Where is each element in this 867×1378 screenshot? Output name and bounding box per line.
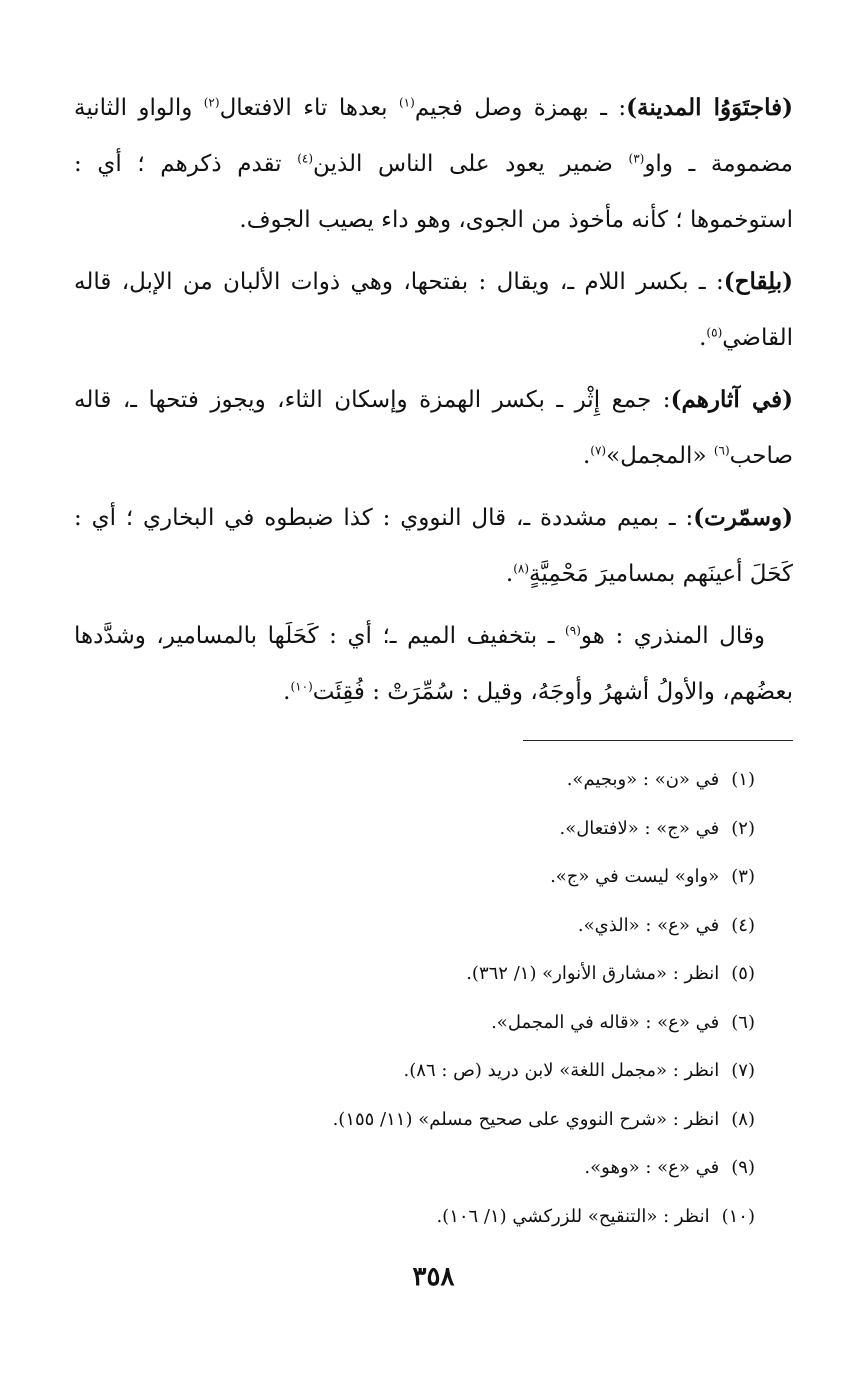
footnote <box>74 756 755 805</box>
footnote-text: في «ع» : «قاله في المجمل». <box>491 1011 720 1033</box>
lemma: (في آثارهم) <box>670 386 794 413</box>
text: وقال المنذري : هو <box>580 623 765 649</box>
footnote-ref[interactable]: (٣) <box>628 151 645 166</box>
footnote-number: (٤) <box>731 914 755 936</box>
footnote <box>74 1047 755 1096</box>
footnote <box>74 999 755 1048</box>
footnote-ref[interactable]: (٢) <box>203 95 220 110</box>
footnote-text: انظر : «التنقيح» للزركشي (١/ ١٠٦). <box>436 1205 710 1227</box>
text: . <box>582 443 591 469</box>
footnote <box>74 853 755 902</box>
footnote-ref[interactable]: (١٠) <box>290 679 313 694</box>
paragraph-5 <box>74 608 793 720</box>
lemma: (وسمّرت) <box>693 504 793 531</box>
footnote-number: (٨) <box>731 1108 755 1130</box>
text: ضمير يعود على الناس الذين <box>313 151 629 177</box>
footnote-number: (٦) <box>731 1011 755 1033</box>
text: . <box>699 325 707 351</box>
footnote-number: (٧) <box>731 1060 755 1081</box>
footnote <box>74 1144 755 1193</box>
paragraph-2 <box>74 254 793 366</box>
footnote-text: انظر : «شرح النووي على صحيح مسلم» (١١/ ١٥٥). <box>332 1108 720 1130</box>
footnote-text: في «ع» : «وهو». <box>584 1157 720 1178</box>
footnote <box>74 805 755 854</box>
footnote-number: (١) <box>731 769 755 790</box>
footnote-ref[interactable]: (٩) <box>565 623 581 638</box>
text: بعدها تاء الافتعال <box>219 95 399 121</box>
footnote-number: (٣) <box>731 866 755 887</box>
text: . <box>505 561 514 587</box>
footnotes <box>74 756 755 1241</box>
lemma: (فاجتَوَوُا المدينة) <box>626 94 793 121</box>
footnote-ref[interactable]: (١) <box>398 95 415 110</box>
main-text <box>74 80 793 726</box>
footnote <box>74 1193 755 1242</box>
footnote-number: (٩) <box>731 1157 755 1178</box>
text: : جمع إِثْر ـ بكسر الهمزة وإسكان الثاء، ويجوز فتحها ـ، قاله صاحب <box>74 387 793 469</box>
footnote-ref[interactable]: (٤) <box>297 151 314 166</box>
footnote <box>74 950 755 999</box>
footnote-ref[interactable]: (٨) <box>513 561 530 576</box>
text: : ـ بهمزة وصل فجيم <box>414 95 627 121</box>
text: «المجمل» <box>606 443 714 469</box>
footnote-number: (١٠) <box>721 1205 755 1227</box>
text: والواو الثانية مضمومة ـ واو <box>74 95 793 177</box>
lemma: (بلِقاح) <box>723 268 793 295</box>
footnote-ref[interactable]: (٦) <box>713 443 730 458</box>
footnote-text: انظر : «مجمل اللغة» لابن دريد (ص : ٨٦). <box>403 1060 720 1081</box>
footnote-text: انظر : «مشارق الأنوار» (١/ ٣٦٢). <box>466 963 720 984</box>
text: : ـ بميم مشددة ـ، قال النووي : كذا ضبطوه في البخاري ؛ أي : كَحَلَ أعينَهم بمساميرَ مَحْمِيَّةٍ <box>74 505 793 587</box>
text: : ـ بكسر اللام ـ، ويقال : بفتحها، وهي ذوات الألبان من الإبل، قاله القاضي <box>74 269 793 351</box>
footnote-ref[interactable]: (٥) <box>706 325 723 340</box>
text: ـ بتخفيف الميم ـ؛ أي : كَحَلَها بالمسامير، وشدَّدها بعضُهم، والأولُ أشهرُ وأوجَهُ، وقيل : سُمِّرَتْ : فُقِئَت <box>74 623 793 705</box>
footnote-text: في «ج» : «لافتعال». <box>559 817 720 839</box>
text: . <box>283 679 291 705</box>
footnote-text: «واو» ليست في «ج». <box>550 866 720 887</box>
page-number: ٣٥٨ <box>412 1262 455 1292</box>
footnote-text: في «ع» : «الذي». <box>577 914 720 936</box>
footnote <box>74 902 755 951</box>
footnote-divider <box>523 740 793 741</box>
text: تقدم ذكرهم ؛ أي : استوخموها ؛ كأنه مأخوذ من الجوى، وهو داء يصيب الجوف. <box>74 151 793 233</box>
paragraph-3 <box>74 372 793 484</box>
footnote-number: (٢) <box>731 817 755 839</box>
footnote <box>74 1096 755 1145</box>
paragraph-1 <box>74 80 793 248</box>
paragraph-4 <box>74 490 793 602</box>
footnote-text: في «ن» : «وبجيم». <box>566 769 720 790</box>
footnote-ref[interactable]: (٧) <box>590 443 607 458</box>
footnote-number: (٥) <box>731 963 755 984</box>
